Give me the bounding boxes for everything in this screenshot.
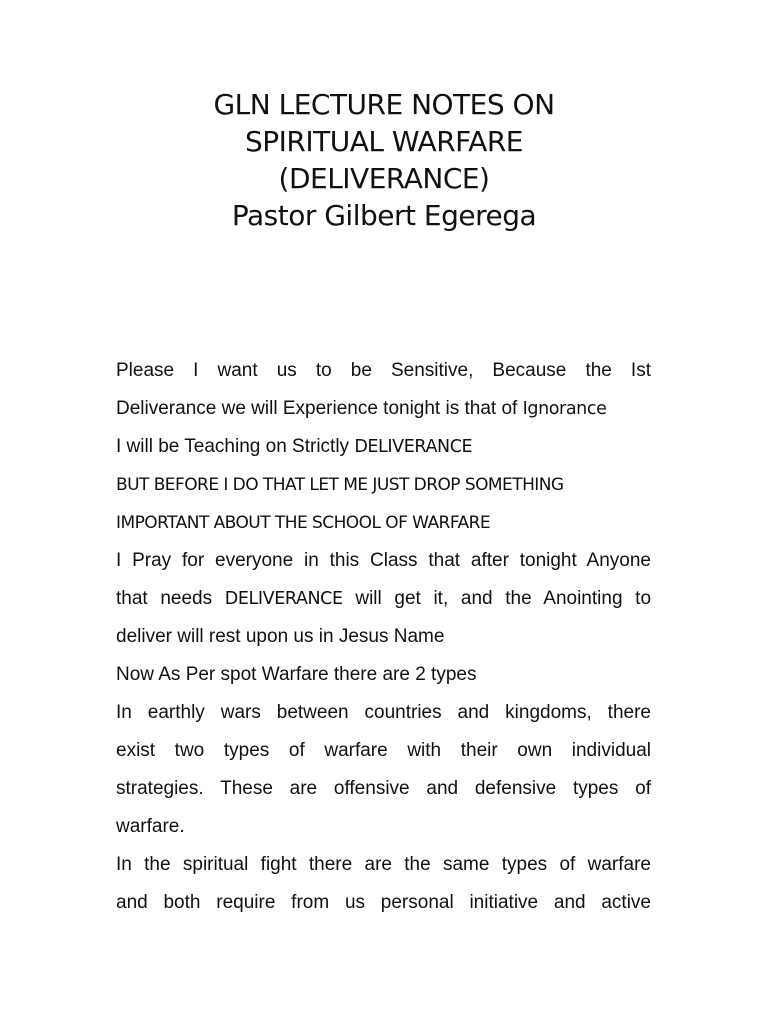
body-line: Now As Per spot Warfare there are 2 types [116, 664, 477, 685]
paragraph-text: and both require from us personal initiative and active [116, 892, 651, 913]
emphasized-word: Ignorance [522, 399, 607, 419]
title-line-1: GLN LECTURE NOTES ON [213, 88, 555, 121]
body-line [116, 580, 651, 618]
paragraph-text: strategies. These are offensive and defensive types of [116, 778, 651, 799]
body-line [116, 428, 651, 466]
body-line [116, 390, 651, 428]
paragraph-text: In the spiritual fight there are the same types of warfare [116, 854, 651, 875]
emphasized-word: DELIVERANCE [354, 437, 473, 457]
body-line [116, 352, 651, 390]
body-line [116, 694, 651, 732]
caps-line: BUT BEFORE I DO THAT LET ME JUST DROP SOMETHING [116, 475, 564, 495]
paragraph-text: that needs [116, 588, 213, 609]
title-line-3: (DELIVERANCE) [278, 162, 490, 195]
author-name: Pastor Gilbert Egerega [231, 199, 537, 232]
body-line [116, 542, 651, 580]
body-line [116, 846, 651, 884]
paragraph-text: In earthly wars between countries and kingdoms, there [116, 702, 651, 723]
body-line [116, 884, 651, 922]
paragraph-text: I Pray for everyone in this Class that after tonight Anyone [116, 550, 651, 571]
paragraph-text: will get it, and the Anointing to [355, 588, 652, 609]
paragraph-text: Deliverance we will Experience tonight is that of [116, 398, 518, 419]
paragraph-text: Please I want us to be Sensitive, Because the Ist [116, 360, 651, 381]
body-line [116, 732, 651, 770]
body-line [116, 770, 651, 808]
paragraph-text: exist two types of warfare with their own individual [116, 740, 651, 761]
caps-line: IMPORTANT ABOUT THE SCHOOL OF WARFARE [116, 513, 491, 533]
body-line: warfare. [116, 816, 185, 837]
document-title [0, 86, 768, 234]
body-line: deliver will rest upon us in Jesus Name [116, 626, 445, 647]
emphasized-word: DELIVERANCE [224, 589, 343, 609]
document-body [116, 352, 651, 922]
paragraph-text: I will be Teaching on Strictly [116, 436, 350, 457]
title-line-2: SPIRITUAL WARFARE [245, 125, 523, 158]
